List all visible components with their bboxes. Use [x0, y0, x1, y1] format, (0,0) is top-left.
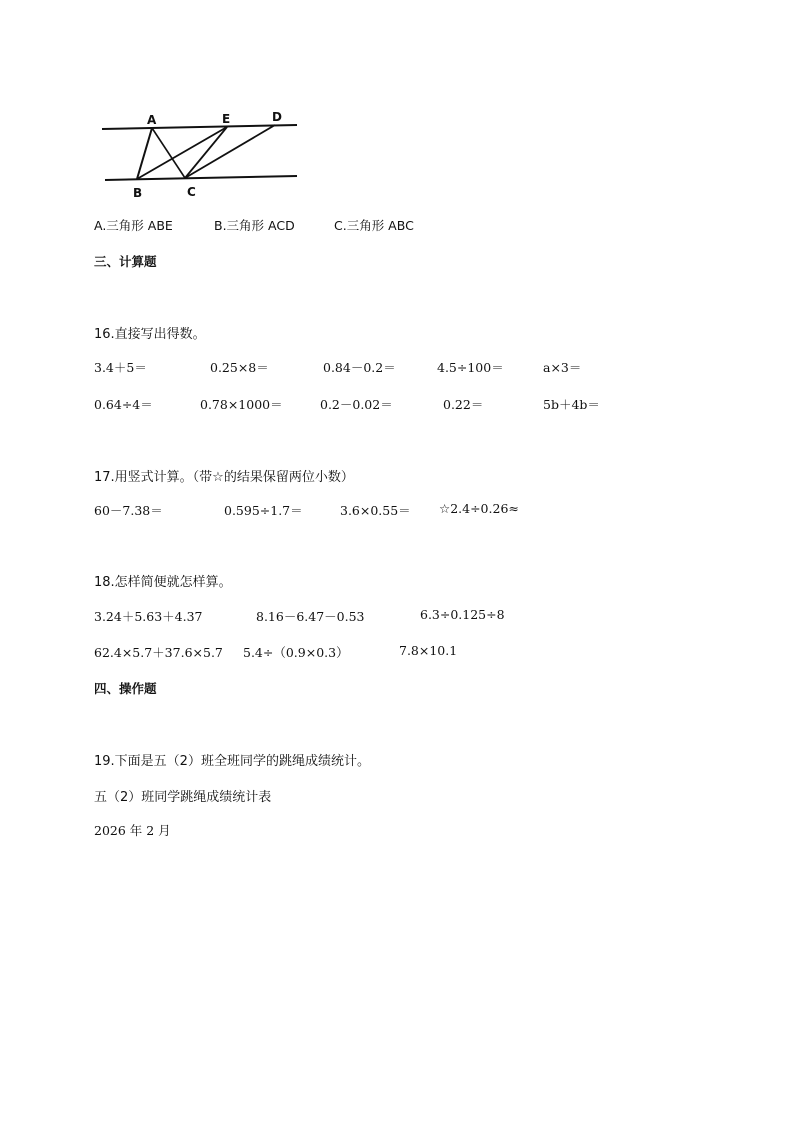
q16-item: 0.22＝: [443, 397, 484, 412]
q17-title: 17.用竖式计算。（带☆的结果保留两位小数）: [94, 470, 354, 485]
q16-item: 0.78×1000＝: [200, 397, 283, 412]
q17-item: ☆2.4÷0.26≈: [439, 501, 519, 516]
bottom-parallel-line: [105, 176, 297, 180]
q18-item: 5.4÷（0.9×0.3）: [243, 645, 349, 660]
q18-item: 3.24＋5.63＋4.37: [94, 609, 203, 624]
option-a: A.三角形 ABE: [94, 218, 173, 233]
q19-title: 19.下面是五（2）班全班同学的跳绳成绩统计。: [94, 754, 370, 769]
table-date: 2026 年 2 月: [94, 823, 171, 838]
label-d: D: [272, 110, 282, 124]
q18-item: 8.16－6.47－0.53: [256, 609, 365, 624]
q16-item: 3.4＋5＝: [94, 360, 147, 375]
segment-cd: [185, 125, 275, 178]
q17-item: 3.6×0.55＝: [340, 503, 411, 518]
q16-item: 5b＋4b＝: [543, 397, 600, 412]
label-c: C: [187, 185, 196, 199]
q16-item: 0.25×8＝: [210, 360, 269, 375]
q17-item: 0.595÷1.7＝: [224, 503, 303, 518]
q16-item: 0.2－0.02＝: [320, 397, 393, 412]
q16-item: 0.84－0.2＝: [323, 360, 396, 375]
segment-ce: [185, 127, 227, 178]
section-heading-operation: 四、操作题: [94, 681, 157, 696]
q18-item: 7.8×10.1: [399, 643, 458, 658]
label-a: A: [147, 113, 157, 127]
q16-title: 16.直接写出得数。: [94, 327, 206, 342]
q16-item: 0.64÷4＝: [94, 397, 153, 412]
q18-title: 18.怎样简便就怎样算。: [94, 575, 232, 590]
q16-item: 4.5÷100＝: [437, 360, 504, 375]
table-title: 五（2）班同学跳绳成绩统计表: [94, 790, 272, 805]
q16-item: a×3＝: [543, 360, 582, 375]
label-b: B: [133, 186, 143, 200]
section-heading-calculation: 三、计算题: [94, 254, 157, 269]
option-c: C.三角形 ABC: [334, 218, 414, 233]
q17-item: 60－7.38＝: [94, 503, 163, 518]
segment-ac: [152, 128, 185, 178]
q18-item: 62.4×5.7＋37.6×5.7: [94, 645, 223, 660]
q18-item: 6.3÷0.125÷8: [420, 607, 505, 622]
label-e: E: [222, 112, 231, 126]
geometry-figure: [95, 108, 305, 203]
option-b: B.三角形 ACD: [214, 218, 295, 233]
